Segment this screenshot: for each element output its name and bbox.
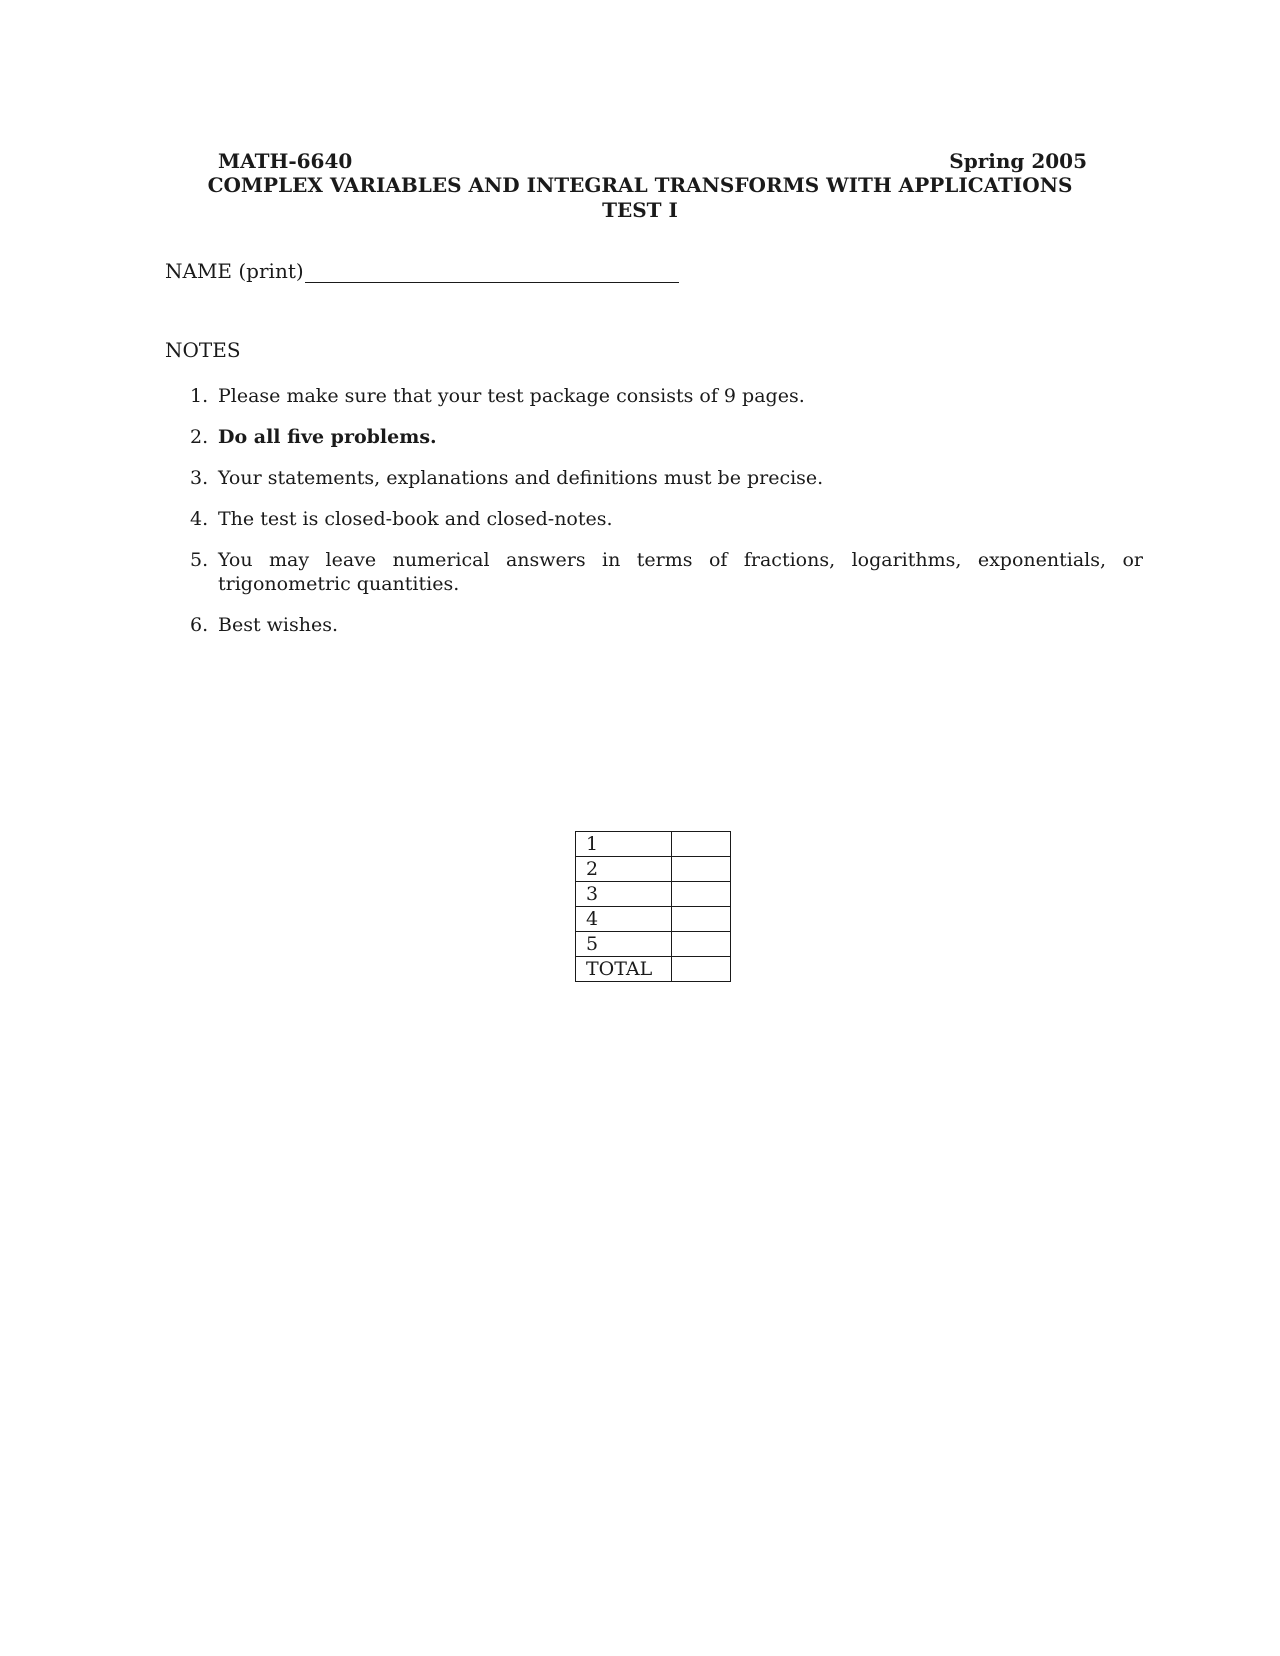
score-total-label: TOTAL bbox=[576, 957, 672, 982]
name-field bbox=[165, 259, 679, 283]
score-cell bbox=[672, 932, 731, 957]
note-item bbox=[165, 425, 1143, 449]
note-text: Do all five problems. bbox=[218, 426, 437, 448]
score-row-total bbox=[576, 957, 731, 982]
note-text: Please make sure that your test package consists of 9 pages. bbox=[218, 385, 805, 407]
notes-heading: NOTES bbox=[165, 338, 241, 362]
score-cell bbox=[672, 857, 731, 882]
note-text: Best wishes. bbox=[218, 614, 338, 636]
score-cell bbox=[672, 882, 731, 907]
note-number: 6. bbox=[190, 614, 209, 636]
note-item bbox=[165, 507, 1143, 531]
score-table bbox=[575, 831, 731, 982]
score-row bbox=[576, 932, 731, 957]
score-row bbox=[576, 882, 731, 907]
name-blank-line bbox=[305, 260, 679, 283]
note-number: 4. bbox=[190, 508, 209, 530]
score-total-cell bbox=[672, 957, 731, 982]
score-row bbox=[576, 857, 731, 882]
score-row-label: 5 bbox=[576, 932, 672, 957]
note-item bbox=[165, 613, 1143, 637]
score-row bbox=[576, 832, 731, 857]
score-row-label: 2 bbox=[576, 857, 672, 882]
note-number: 2. bbox=[190, 426, 209, 448]
note-text: Your statements, explanations and definitions must be precise. bbox=[218, 467, 824, 489]
note-text: The test is closed-book and closed-notes. bbox=[218, 508, 613, 530]
score-cell bbox=[672, 907, 731, 932]
score-cell bbox=[672, 832, 731, 857]
note-number: 1. bbox=[190, 385, 209, 407]
note-item bbox=[165, 548, 1143, 596]
name-label: NAME (print) bbox=[165, 259, 304, 283]
note-number: 5. bbox=[190, 549, 209, 571]
score-row bbox=[576, 907, 731, 932]
note-number: 3. bbox=[190, 467, 209, 489]
score-row-label: 1 bbox=[576, 832, 672, 857]
note-item bbox=[165, 466, 1143, 490]
score-row-label: 4 bbox=[576, 907, 672, 932]
note-text: You may leave numerical answers in terms of fractions, logarithms, exponentials, or trigonometric quantities. bbox=[218, 549, 1143, 595]
course-code: MATH-6640 bbox=[218, 149, 353, 173]
notes-list bbox=[165, 384, 1143, 654]
test-title: TEST I bbox=[602, 198, 678, 222]
course-title: COMPLEX VARIABLES AND INTEGRAL TRANSFORMS WITH APPLICATIONS bbox=[207, 173, 1073, 197]
note-item bbox=[165, 384, 1143, 408]
term: Spring 2005 bbox=[949, 149, 1087, 173]
score-row-label: 3 bbox=[576, 882, 672, 907]
